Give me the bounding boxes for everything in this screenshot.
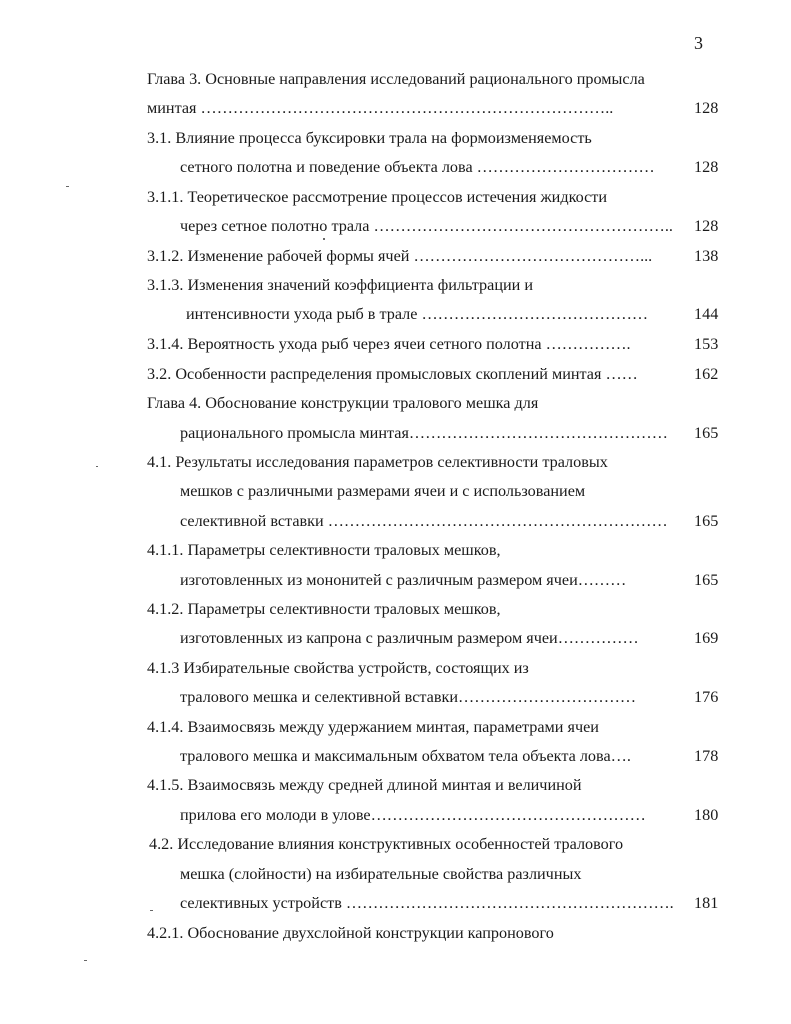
toc-entry-title: 3.1. Влияние процесса буксировки трала на формоизменяемость (147, 129, 592, 147)
toc-entry-title: Глава 3. Основные направления исследований рационального промысла (147, 70, 645, 88)
toc-entry-title: рационального промысла минтая………………………………………… (180, 424, 668, 442)
toc-entry-title: тралового мешка и селективной вставки…………………………… (180, 688, 637, 706)
toc-entry-title: тралового мешка и максимальным обхватом тела объекта лова…. (180, 747, 631, 765)
toc-entry-title: изготовленных из капрона с различным размером ячеи…………… (180, 629, 639, 647)
scan-speck (66, 186, 69, 187)
toc-entry-title: интенсивности ухода рыб в трале …………………………………… (186, 305, 649, 323)
toc-entry-page: 178 (694, 747, 719, 765)
toc-entry-title: 4.1. Результаты исследования параметров селективности траловых (147, 453, 608, 471)
toc-entry-title: 4.2.1. Обоснование двухслойной конструкции капронового (147, 924, 554, 942)
toc-entry-title: Глава 4. Обоснование конструкции тралового мешка для (147, 394, 539, 412)
toc-entry-title: селективной вставки ……………………………………………………… (180, 512, 668, 530)
toc-entry-title: 3.1.2. Изменение рабочей формы ячей ……………………………………... (147, 247, 653, 265)
toc-entry-title: 3.1.4. Вероятность ухода рыб через ячеи сетного полотна ……………. (147, 335, 631, 353)
toc-entry-title: мешка (слойности) на избирательные свойства различных (180, 865, 582, 883)
toc-entry-title: 3.1.1. Теоретическое рассмотрение процессов истечения жидкости (147, 188, 608, 206)
toc-entry-title: мешков с различными размерами ячеи и с использованием (180, 482, 586, 500)
toc-entry-page: 153 (694, 335, 719, 353)
toc-entry-page: 169 (694, 629, 719, 647)
toc-entry-page: 165 (694, 512, 719, 530)
toc-entry-title: прилова его молоди в улове…………………………………………… (180, 806, 646, 824)
toc-entry-page: 165 (694, 424, 719, 442)
toc-entry-page: 138 (694, 247, 719, 265)
scan-speck (84, 960, 87, 961)
toc-entry-title: 4.1.3 Избирательные свойства устройств, состоящих из (147, 659, 529, 677)
toc-entry-page: 128 (694, 217, 719, 235)
toc-entry-page: 165 (694, 571, 719, 589)
page-number: 3 (694, 33, 703, 53)
toc-entry-page: 181 (694, 894, 719, 912)
toc-entry-page: 162 (694, 365, 719, 383)
toc-entry-title: 4.1.5. Взаимосвязь между средней длиной минтая и величиной (147, 776, 582, 794)
toc-entry-title: 3.1.3. Изменения значений коэффициента фильтрации и (147, 276, 534, 294)
toc-entry-page: 144 (694, 305, 719, 323)
toc-entry-title: 4.2. Исследование влияния конструктивных особенностей тралового (149, 835, 624, 853)
toc-entry-title: изготовленных из мононитей с различным размером ячеи……… (180, 571, 627, 589)
toc-entry-page: 128 (694, 99, 719, 117)
scan-speck (150, 910, 153, 911)
toc-entry-title: сетного полотна и поведение объекта лова …………………………… (180, 158, 655, 176)
toc-entry-title: через сетное полотно трала ……………………………………………….. (180, 217, 673, 235)
toc-entry-title: 4.1.2. Параметры селективности траловых мешков, (147, 600, 501, 618)
toc-entry-title: минтая ………………………………………………………………….. (147, 99, 614, 117)
toc-entry-page: 180 (694, 806, 719, 824)
toc-entry-title: 4.1.1. Параметры селективности траловых мешков, (147, 541, 501, 559)
toc-entry-title: 3.2. Особенности распределения промысловых скоплений минтая …… (147, 365, 638, 383)
toc-entry-title: селективных устройств ……………………………………………………. (180, 894, 674, 912)
toc-entry-page: 128 (694, 158, 719, 176)
scan-speck (323, 238, 325, 240)
toc-entry-title: 4.1.4. Взаимосвязь между удержанием минтая, параметрами ячеи (147, 718, 599, 736)
toc-entry-page: 176 (694, 688, 719, 706)
scan-speck (96, 466, 98, 467)
